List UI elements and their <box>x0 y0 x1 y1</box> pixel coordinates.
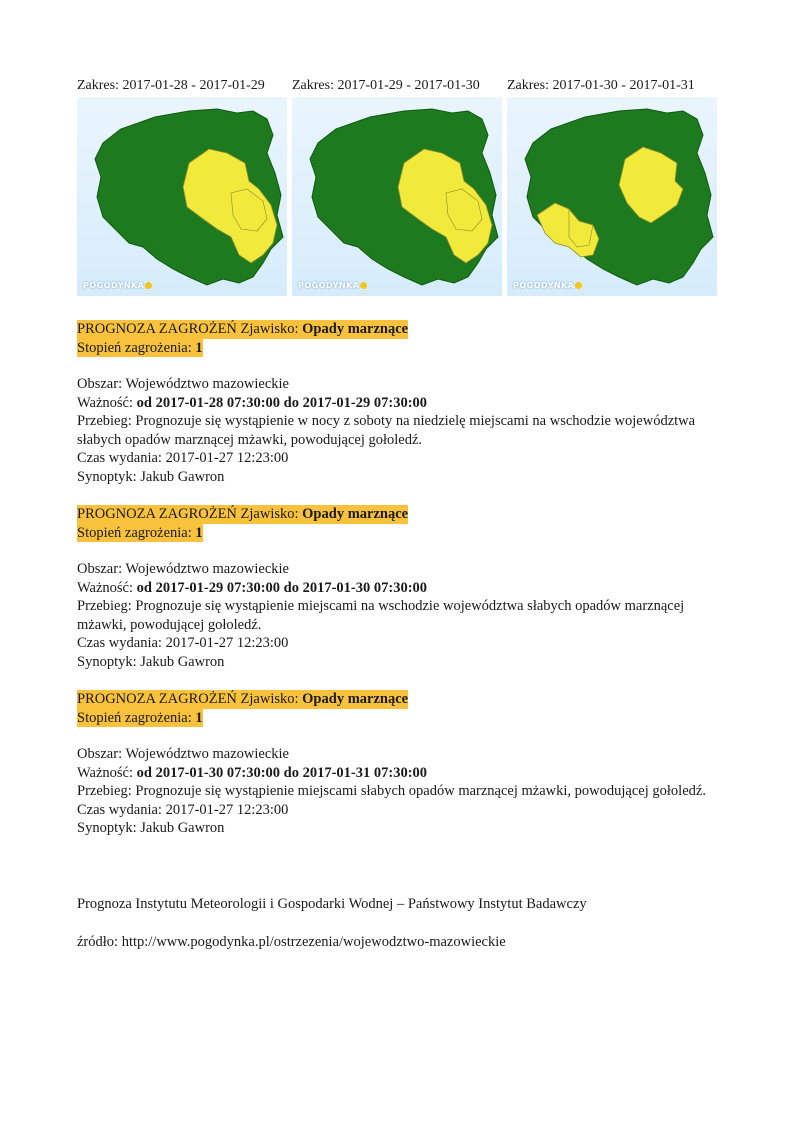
warning-forecaster: Synoptyk: Jakub Gawron <box>77 468 225 485</box>
warning-issued: Czas wydania: 2017-01-27 12:23:00 <box>77 450 289 466</box>
warning-block-1 <box>77 320 737 486</box>
warning-area: Obszar: Województwo mazowieckie <box>77 376 289 392</box>
map-panel-1 <box>77 77 287 290</box>
footer-institute: Prognoza Instytutu Meteorologii i Gospodarki Wodnej – Państwowy Instytut Badawczy <box>77 896 587 912</box>
warning-issued: Czas wydania: 2017-01-27 12:23:00 <box>77 635 289 651</box>
warning-validity: Ważność: od 2017-01-28 07:30:00 do 2017-01-29 07:30:00 <box>77 394 428 411</box>
warning-title: PROGNOZA ZAGROŻEŃ Zjawisko: Opady marznące <box>77 691 409 707</box>
warning-block-2 <box>77 505 737 671</box>
poland-warning-map[interactable] <box>77 97 287 296</box>
map-panel-2 <box>292 77 502 290</box>
poland-map-graphic <box>292 97 502 296</box>
warning-issued: Czas wydania: 2017-01-27 12:23:00 <box>77 801 289 818</box>
sun-icon <box>360 282 367 289</box>
warning-level: Stopień zagrożenia: 1 <box>77 339 203 356</box>
warning-forecaster: Synoptyk: Jakub Gawron <box>77 653 225 670</box>
map-panel-3 <box>507 77 717 290</box>
pogodynka-logo: POGODYNKA <box>513 281 583 290</box>
warning-block-3 <box>77 690 737 838</box>
map-caption: Zakres: 2017-01-29 - 2017-01-30 <box>292 78 480 93</box>
sun-icon <box>575 282 582 289</box>
warning-level: Stopień zagrożenia: 1 <box>77 524 203 541</box>
warning-forecaster: Synoptyk: Jakub Gawron <box>77 820 225 836</box>
poland-warning-map[interactable] <box>507 97 717 296</box>
warning-area: Obszar: Województwo mazowieckie <box>77 561 289 577</box>
footer-source-link[interactable]: źródło: http://www.pogodynka.pl/ostrzezenia/wojewodztwo-mazowieckie <box>77 934 506 950</box>
warning-level: Stopień zagrożenia: 1 <box>77 709 203 726</box>
sun-icon <box>145 282 152 289</box>
warning-title: PROGNOZA ZAGROŻEŃ Zjawisko: Opady marznące <box>77 321 409 337</box>
poland-map-graphic <box>77 97 287 296</box>
forecast-maps <box>77 77 717 299</box>
poland-map-graphic <box>507 97 717 296</box>
map-caption: Zakres: 2017-01-28 - 2017-01-29 <box>77 78 265 93</box>
warning-course: Przebieg: Prognozuje się wystąpienie miejscami słabych opadów marznącej mżawki, powodującej gołoledź. <box>77 783 706 799</box>
pogodynka-logo: POGODYNKA <box>83 281 153 290</box>
poland-warning-map[interactable] <box>292 97 502 296</box>
warning-course: Przebieg: Prognozuje się wystąpienie miejscami na wschodzie województwa słabych opadów marznącej mżawki, powodującej gołoledź. <box>77 598 685 633</box>
warning-title: PROGNOZA ZAGROŻEŃ Zjawisko: Opady marznące <box>77 506 409 522</box>
warning-area: Obszar: Województwo mazowieckie <box>77 746 289 762</box>
map-caption: Zakres: 2017-01-30 - 2017-01-31 <box>507 78 695 93</box>
pogodynka-logo: POGODYNKA <box>298 281 368 290</box>
warning-validity: Ważność: od 2017-01-29 07:30:00 do 2017-01-30 07:30:00 <box>77 579 428 596</box>
warning-course: Przebieg: Prognozuje się wystąpienie w nocy z soboty na niedzielę miejscami na wschodzie województwa słabych opadów marznącej mżawki, powodującej gołoledź. <box>77 413 696 448</box>
warning-validity: Ważność: od 2017-01-30 07:30:00 do 2017-01-31 07:30:00 <box>77 764 428 781</box>
